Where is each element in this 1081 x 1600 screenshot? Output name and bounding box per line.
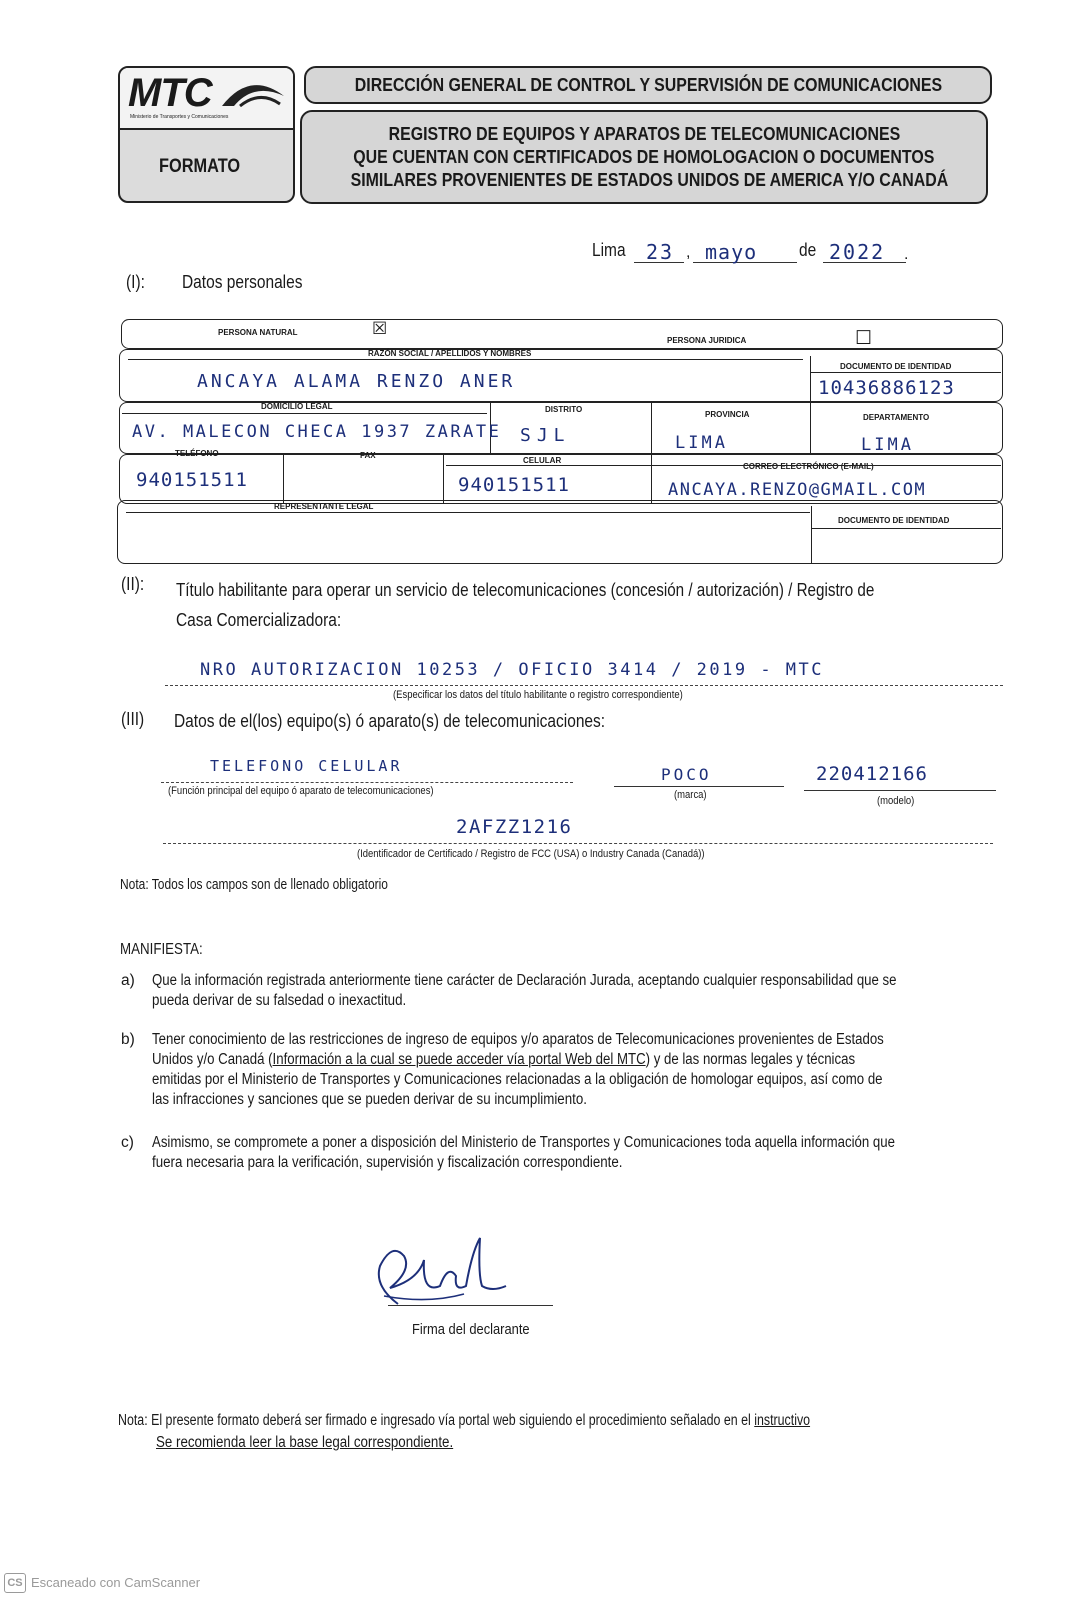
date-city: Lima <box>592 240 626 260</box>
certificado-value[interactable]: 2AFZZ1216 <box>456 816 573 838</box>
razon-social-label: RAZÓN SOCIAL / APELLIDOS Y NOMBRES <box>368 349 532 358</box>
manifiesta-b-label: b) <box>121 1031 135 1048</box>
razon-social-value[interactable]: ANCAYA ALAMA RENZO ANER <box>197 371 516 392</box>
base-legal-link[interactable]: Se recomienda leer la base legal correspondiente. <box>156 1434 454 1451</box>
representante-label: REPRESENTANTE LEGAL <box>274 502 374 511</box>
section-1-title: Datos personales <box>182 272 303 292</box>
funcion-caption: (Función principal del equipo ó aparato de telecomunicaciones) <box>168 785 434 797</box>
mtc-logo <box>120 68 293 130</box>
section-2-text-2: Casa Comercializadora: <box>176 610 342 630</box>
modelo-value[interactable]: 220412166 <box>816 763 928 785</box>
date-sep: de <box>799 240 817 260</box>
modelo-caption: (modelo) <box>877 795 915 807</box>
persona-natural-label: PERSONA NATURAL <box>218 328 298 337</box>
manifiesta-b: Tener conocimiento de las restricciones de ingreso de equipos y/o aparatos de Telecomunicaciones provenientes de Estados Unidos y/o Canadá (Información a la cual se puede acceder vía portal Web del MTC) y de las normas legales y técnicas emitidas por el Ministerio de Transportes y Comunicaciones relacionadas a la obligación de homologar equipos, así como de las infracciones y sanciones que se pueden derivar de su incumplimiento. <box>152 1031 884 1108</box>
manifiesta-title: MANIFIESTA: <box>120 941 203 958</box>
mtc-logo-subtitle: Ministerio de Transportes y Comunicaciones <box>130 114 229 120</box>
departamento-value[interactable]: LIMA <box>861 435 914 455</box>
header-title-line-2: QUE CUENTAN CON CERTIFICADOS DE HOMOLOGACION O DOCUMENTOS <box>353 146 935 167</box>
camscanner-watermark: Escaneado con CamScanner <box>31 1575 201 1590</box>
date-year: 2022 <box>829 240 886 264</box>
departamento-label: DEPARTAMENTO <box>863 413 930 422</box>
telefono-label: TELÉFONO <box>175 449 219 458</box>
section-2-number: (II): <box>121 574 145 594</box>
nota-final: Nota: El presente formato deberá ser firmado e ingresado vía portal web siguiendo el procedimiento señalado en el instructivo Se recomienda leer la base legal correspondiente. <box>118 1410 983 1454</box>
section-3-number: (III) <box>121 709 145 729</box>
signature <box>368 1234 518 1314</box>
manifiesta-a: Que la información registrada anteriormente tiene carácter de Declaración Jurada, aceptando cualquier responsabilidad que se pueda derivar de su falsedad o inexactitud. <box>152 972 897 1009</box>
email-value[interactable]: ANCAYA.RENZO@GMAIL.COM <box>668 480 927 500</box>
manifiesta-c: Asimismo, se compromete a poner a disposición del Ministerio de Transportes y Comunicaciones toda aquella información que fuera necesaria para la verificación, supervisión y fiscalización correspondiente. <box>152 1134 895 1171</box>
marca-caption: (marca) <box>674 789 707 801</box>
celular-label: CELULAR <box>523 456 562 465</box>
manifiesta-c-label: c) <box>121 1134 134 1151</box>
provincia-label: PROVINCIA <box>705 410 750 419</box>
camscanner-icon: CS <box>4 1573 26 1593</box>
funcion-value[interactable]: TELEFONO CELULAR <box>210 757 403 775</box>
portal-web-mtc-link[interactable]: Información a la cual se puede acceder vía portal Web del MTC <box>272 1051 646 1068</box>
persona-juridica-checkbox[interactable]: ☐ <box>855 328 873 349</box>
email-label: CORREO ELECTRÓNICO (E-MAIL) <box>743 462 874 471</box>
instructivo-link[interactable]: instructivo <box>754 1412 811 1429</box>
domicilio-label: DOMICILIO LEGAL <box>261 402 333 411</box>
doc-identidad-value[interactable]: 10436886123 <box>818 377 955 399</box>
manifiesta-a-label: a) <box>121 972 135 989</box>
header-title-line-1: REGISTRO DE EQUIPOS Y APARATOS DE TELECOMUNICACIONES <box>388 123 900 144</box>
section-1-number: (I): <box>126 272 145 292</box>
date-month: mayo <box>705 240 758 264</box>
section-2-caption: (Especificar los datos del título habilitante o registro correspondiente) <box>393 689 683 701</box>
header-direction: DIRECCIÓN GENERAL DE CONTROL Y SUPERVISIÓN DE COMUNICACIONES <box>304 66 992 104</box>
section-3-title: Datos de el(los) equipo(s) ó aparato(s) de telecomunicaciones: <box>174 711 606 731</box>
section-2-text-1: Título habilitante para operar un servicio de telecomunicaciones (concesión / autorización) / Registro de <box>176 580 875 600</box>
formato-label: FORMATO <box>159 156 241 177</box>
provincia-value[interactable]: LIMA <box>675 433 728 453</box>
marca-value[interactable]: POCO <box>661 765 712 784</box>
distrito-label: DISTRITO <box>545 405 583 414</box>
mtc-logo-box <box>118 66 295 203</box>
distrito-value[interactable]: SJL <box>520 425 571 446</box>
persona-natural-checkbox[interactable]: ☒ <box>372 319 388 338</box>
header-title-line-3: SIMILARES PROVENIENTES DE ESTADOS UNIDOS DE AMERICA Y/O CANADÁ <box>350 169 949 190</box>
nota-obligatorio: Nota: Todos los campos son de llenado obligatorio <box>120 876 388 893</box>
titulo-habilitante-value[interactable]: NRO AUTORIZACION 10253 / OFICIO 3414 / 2019 - MTC <box>200 660 825 680</box>
fax-label: FAX <box>360 451 376 460</box>
date-line <box>592 240 631 261</box>
header-title <box>300 110 988 204</box>
representante-doc-label: DOCUMENTO DE IDENTIDAD <box>838 516 950 525</box>
celular-value[interactable]: 940151511 <box>458 474 570 496</box>
domicilio-value[interactable]: AV. MALECON CHECA 1937 ZARATE <box>132 422 502 442</box>
form-row-representante <box>117 500 1003 564</box>
firma-label: Firma del declarante <box>412 1321 530 1338</box>
telefono-value[interactable]: 940151511 <box>136 469 248 491</box>
certificado-caption: (Identificador de Certificado / Registro de FCC (USA) o Industry Canada (Canadá)) <box>357 848 705 860</box>
persona-juridica-label: PERSONA JURIDICA <box>667 336 747 345</box>
mtc-logo-text: MTC <box>128 71 212 115</box>
doc-identidad-label: DOCUMENTO DE IDENTIDAD <box>840 362 952 371</box>
mtc-logo-swoosh-icon <box>220 76 286 110</box>
date-day: 23 <box>646 240 675 264</box>
